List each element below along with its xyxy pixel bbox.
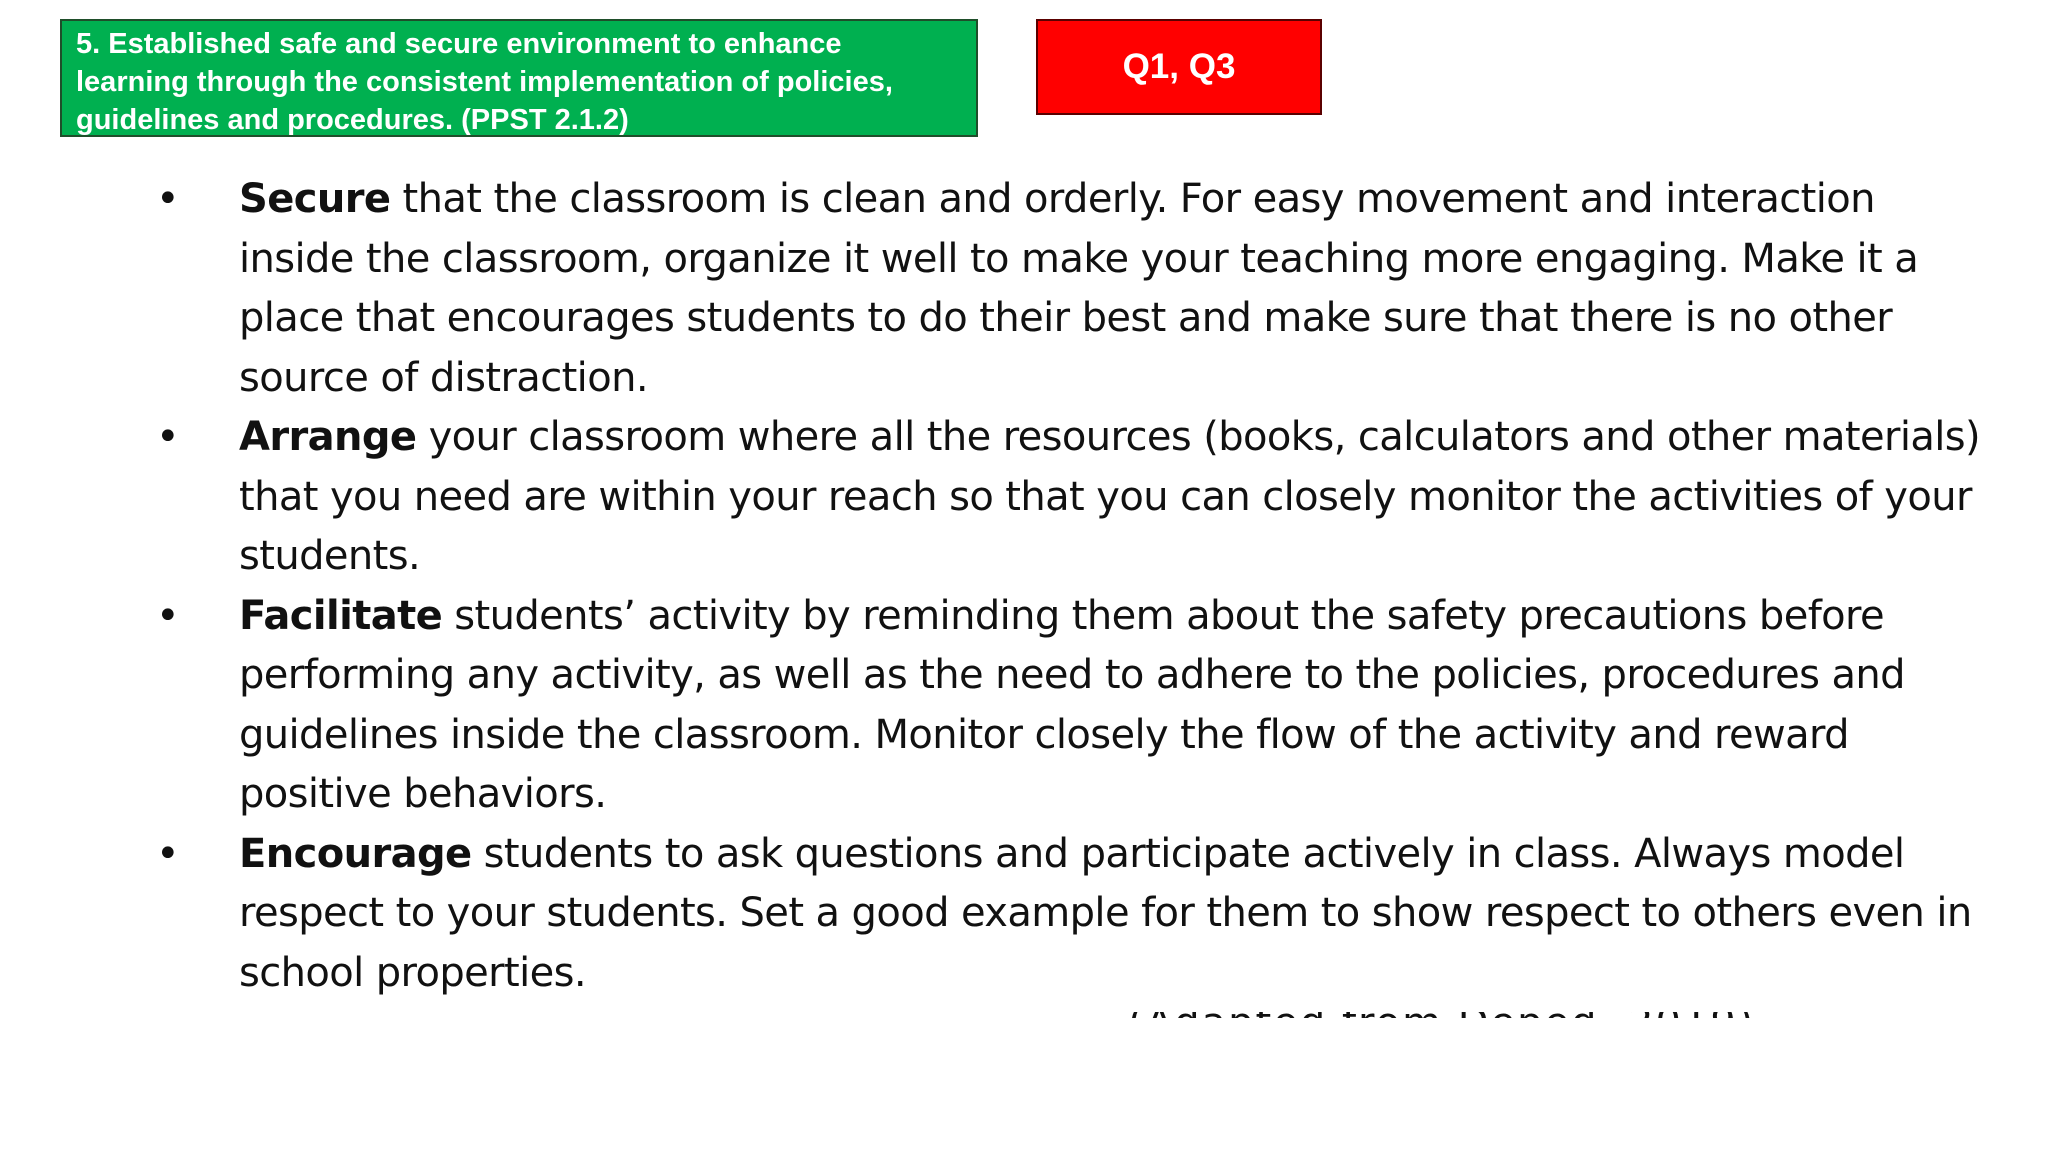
- bullet-keyword: Secure: [239, 176, 391, 222]
- bullet-icon: •: [156, 830, 179, 877]
- bullet-icon: •: [156, 414, 179, 460]
- quarter-badge-text: Q1, Q3: [1122, 47, 1236, 86]
- bullet-icon: •: [156, 176, 179, 222]
- guideline-list: [0, 170, 2048, 1003]
- bullet-keyword: Facilitate: [239, 592, 443, 639]
- list-item: [0, 408, 2048, 587]
- standard-label-text: 5. Established safe and secure environment to enhance learning through the consistent implementation of policies, guidelines and procedures. (PPST 2.1.2): [76, 28, 893, 136]
- bullet-keyword: Encourage: [239, 830, 472, 877]
- quarter-badge: [1036, 19, 1322, 115]
- bullet-keyword: Arrange: [239, 414, 417, 460]
- list-item: [0, 825, 2048, 1004]
- cutoff-citation-region: [0, 1012, 2048, 1152]
- bullet-text: students to ask questions and participate actively in class. Always model respect to your students. Set a good example for them to show respect to others even in school properties.: [239, 830, 1972, 996]
- bullet-text: students’ activity by reminding them about the safety precautions before performing any activity, as well as the need to adhere to the policies, procedures and guidelines inside the classroom. Monitor closely the flow of the activity and reward positive behaviors.: [239, 592, 1905, 817]
- crop-edge: [0, 1018, 2048, 1152]
- bullet-icon: •: [156, 592, 179, 639]
- bullet-text: your classroom where all the resources (books, calculators and other materials) that you need are within your reach so that you can closely monitor the activities of your students.: [239, 414, 1981, 579]
- bullet-text: that the classroom is clean and orderly. For easy movement and interaction inside the classroom, organize it well to make your teaching more engaging. Make it a place that encourages students to do their best and make sure that there is no other source of distraction.: [239, 176, 1919, 401]
- standard-label-box: [60, 19, 978, 137]
- list-item: [0, 587, 2048, 825]
- list-item: [0, 170, 2048, 408]
